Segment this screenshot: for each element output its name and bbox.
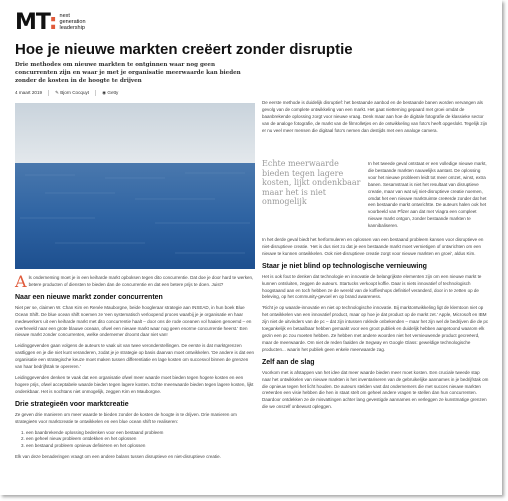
list-item: 1. een baanbrekende oplossing bedenken voor een bestaand probleem	[21, 429, 164, 435]
paragraph: Niet per se, claimen W. Chan Kim en Renée Mauborgne, beide hoogleraar strategie aan INSEAD, in hun boek Blue Ocean Shift. De blue ocean shift noemen ze 'een systematisch verloopend proces waarbij je je organisatie en haar medewerkers uit een keiharde markt met dito concurrentie haalt – door ons de rode oceanen vol haaien genoemd – en overheveld naar een grote blauwe oceaan, ofwel een nieuwe markt waar nog geen enorme concurrentie heerst.' Een nieuwe markt zonder concurrenten, welke ondernemer droomt daar niet van!	[15, 304, 252, 338]
paragraph: Ze geven drie manieren om meer waarde te bieden zonder de kosten de hoogte in te drijven. Drie manieren om strategieën voor marktcreatie te ontwikkelen en een blue ocean shift te realiseren:	[15, 411, 237, 424]
article-headline: Hoe je nieuwe markten creëert zonder disruptie	[15, 41, 353, 58]
lead-paragraph: Als onderneming moet je in een keiharde markt opboksen tegen dito concurrentie. Dat doe je door hard te werken, betere producten of diensten te bieden dan de concurrentie en dat een betere prijs te doen. Juist?	[15, 272, 254, 291]
ocean-photo	[15, 103, 255, 269]
subheading: Naar een nieuwe markt zonder concurrenten	[15, 293, 163, 301]
strategy-list	[15, 430, 255, 451]
article-left-column	[15, 272, 255, 465]
paragraph: Leidinggevenden denken te vaak dat een organisatie ofwel meer waarde moet bieden tegen hogere kosten en een hogere prijs, ofwel acceptabele waarde bieden tegen lagere kosten. Echte meerwaarde bieden tegen lagere kosten, lijkt ondenkbaar. Het is nochtans niet onmogelijk, zeggen Kim en Mauborgne.	[15, 374, 254, 394]
author-byline[interactable]: ✎ Bjorn Cocquyt	[55, 90, 90, 95]
meta-divider	[48, 90, 49, 96]
inset-paragraph: In het tweede geval ontstaat er een volledige nieuwe markt, die bestaande markten nauwelijks aantast. De oplossing voor het nieuwe probleem leidt tot meer omzet, winst, extra banen. Sesamstraat is niet het resultaat van disruptieve creatie, maar van wat wij niet-disruptieve creatie noemen, omdat het een nieuwe marktruimte creëerde zonder dat het een bestaande markt ontwrichtte. De auteurs halen ook het voorbeeld van Pfizer aan dat met Viagra een compleet nieuwe markt ontgon, zonder bestaande markten te kannibaliseren.	[368, 161, 487, 229]
camera-icon: ◉	[102, 90, 108, 95]
subheading: Staar je niet blind op technologische vernieuwing	[262, 262, 427, 270]
logo-mark: MT:	[15, 10, 57, 35]
list-item: 2. een geheel nieuw probleem ontdekken en het oplossen	[21, 436, 137, 442]
logo-wordmark: next generation leadership	[59, 13, 86, 31]
paragraph: In het derde geval biedt het herformuleren en oplossen van een bestaand probleem kansen voor disruptieve en niet-disruptieve creatie. 'Het is dus niet zo dat je een bestaande markt moet vernietigen of ontwrichten om een nieuwe te kunnen ontwikkelen. Ook niet-disruptieve creatie zorgt voor nieuwe markten en groei', aldus Kim.	[262, 237, 484, 256]
meta-divider	[95, 90, 96, 96]
article-date: 4 maart 2019	[15, 90, 43, 95]
paragraph: Voorkom met is afstappen van het idee dat meer waarde bieden meer moet kosten. Een cruciale tweede stap naar het ontwikkelen van nieuwe markten is het inventariseren van de gebruikelijke aannames in je bedrijfstak om die opnieuw tegen het licht houden. De auteurs stelden vast dat ondernemers die met succes nieuwe markten creëerden een visie hebben die hen in staat stelt om geheel andere vragen te stellen dan hun concurrenten. Daardoor ontdekken ze de misvattingen achter lang gevestigde aannames en verleggen ze kunstmatige grenzen die we onszelf onbewust opleggen.	[262, 369, 489, 410]
mt-logo[interactable]	[15, 12, 86, 34]
article-intro: Drie methodes om nieuwe markten te ontginnen waar nog geen concurrenten zijn en waar je met je organisatie meerwaarde kan bieden zonder de kosten in de hoogte te drijven	[15, 62, 241, 84]
pull-quote: Echte meerwaarde bieden tegen lagere kosten, lijkt ondenkbaar maar het is niet onmogelijk	[262, 159, 361, 206]
drop-cap: A	[15, 272, 27, 291]
pen-icon: ✎	[55, 90, 61, 95]
paragraph: Leidinggevenden gaan volgens de auteurs te vaak uit van twee veronderstellingen. De eerste is dat marktgrenzen vastliggen en je die niet kunt veranderen, zodat je je strategie op basis daarvan moet ontwikkelen. 'De andere is dat een organisatie een strategische keuze moet maken tussen differentiatie en lage kosten om succesvol binnen de grenzen van haar bedrijfstak te opereren.'	[15, 343, 255, 370]
list-item: 3. een bestaand probleem opnieuw definiëren en het oplossen	[21, 443, 146, 449]
paragraph: De eerste methode is duidelijk disruptief: het bestaande aanbod en de bestaande banen worden vervangen als gevolg van de complete ontwikkeling van een markt. Het gaat nietteming gepaard met groei omdat de baanbrekende oplossing zorgt voor nieuwe vraag. Denk maar aan hoe de digitale fotografie de klassieke sector van de analoge fotografie, de markt van de filmrolletjes en de ontwikkeling van foto's heeft opgeslokt. Tegelijk zijn er nu veel meer mensen die digitaal foto's nemen dan destijds met een analoge camera.	[262, 100, 488, 133]
article-meta	[15, 90, 118, 96]
article-right-column	[262, 237, 489, 415]
paragraph: 'Richt je op waarde-innovatie en niet op technologische innovatie. Bij marktontwikkeling ligt de klemtoon niet op het ontwikkelen van een innovatief product, maar op hoe je dat product op de markt zet.' Apple, Microsoft en IBM zijn niet de uitvinders van de pc – dat zijn intussen roklede onbekenden – maar het zijn wel de bedrijven die de pc toegankelijk en betaalbaar hebben gemaakt voor een groot publiek en duidelijk hebben aangetoond waarom elk gezin een pc zou moeten hebben. Ze hebben met andere woorden niet het vernieuwende product gecreëerd, maar de meerwaarde. Om niet de reden faalden de Segway en Google Glass: geweldige technologische producten... waarin het publiek geen enkele meerwaarde zag.	[262, 305, 489, 352]
paragraph: Het is ook fout te denken dat technologie en innovatie de belangrijkste elementen zijn om een nieuwe markt te kunnen ontsluiten, zeggen de auteurs. Startucks verkoopt koffie. Daar is niets innovatief of technologisch hoogstaand aan en toch hebben ze de wereld van de koffieshops definitief veranderd, door in te zetten op de beleving, op het community-gevoel en op brand awareness.	[262, 273, 482, 300]
photo-credit: ◉ Getty	[102, 90, 119, 95]
subheading: Drie strategieën voor marktcreatie	[15, 400, 129, 408]
subheading: Zelf aan de slag	[262, 358, 315, 366]
article-right-top	[262, 100, 489, 139]
paragraph: Elk van deze benaderingen vraagt om een andere balans tussen disruptieve en niet-disruptieve creatie.	[15, 454, 221, 460]
